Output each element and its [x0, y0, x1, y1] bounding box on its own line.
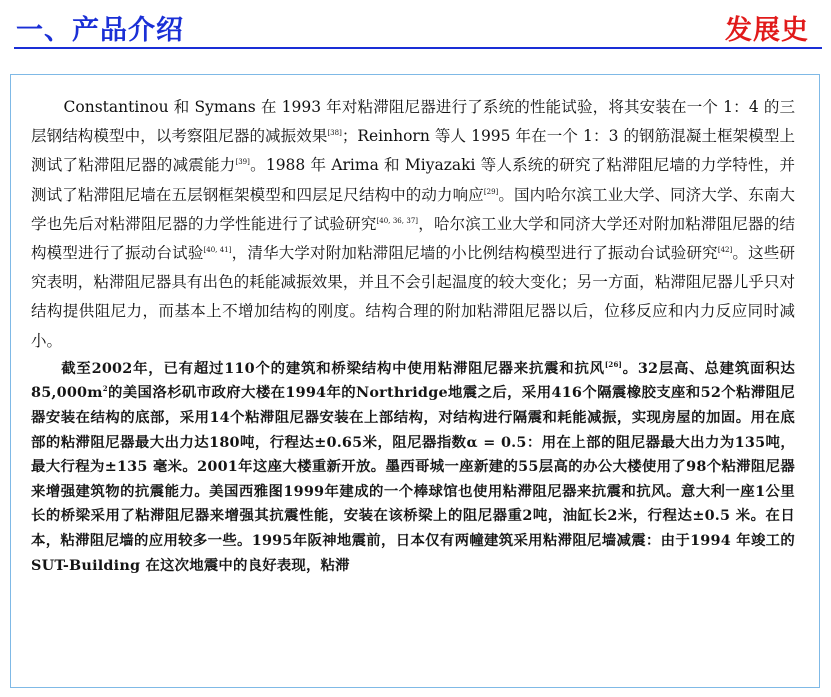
document-body	[11, 93, 811, 578]
citation-superscript: [39]	[235, 158, 250, 167]
text-run: 。32层高、总建筑面积达85,000m	[31, 359, 795, 402]
slide-header	[0, 0, 831, 56]
text-run: 的美国洛杉矶市政府大楼在1994年的Northridge地震之后，采用416个隔震橡胶支座和52个粘滞阻尼器安装在结构的底部，采用14个粘滞阻尼器安装在上部结构，对结构进行隔震和耗能减振，实现房屋的加固。用在底部的粘滞阻尼器最大出力达180吨，行程达±0.65米，阻尼器指数α = 0.5：用在上部的阻尼器最大出力为135吨，最大行程为±135 毫米。2001年这座大楼重新开放。墨西哥城一座新建的55层高的办公大楼使用了98个粘滞阻尼器来增强建筑物的抗震能力。美国西雅图1999年建成的一个棒球馆也使用粘滞阻尼器来抗震和抗风。意大利一座1公里长的桥梁采用了粘滞阻尼器来增强其抗震性能，安装在该桥梁上的阻尼器重2吨，油缸长2米，行程达±0.5 米。在日本，粘滞阻尼墙的应用较多一些。1995年阪神地震前，日本仅有两幢建筑采用粘滞阻尼墙减震：由于1994 年竣工的SUT-Building 在这次地震中的良好表现，粘滞	[31, 384, 795, 574]
document-frame	[10, 74, 820, 688]
text-run: 。国内哈尔滨工业大学、同济大学、东南大学也先后对粘滞阻尼器的力学性能进行了试验研究	[31, 185, 795, 233]
text-run: 。1988 年 Arima 和 Miyazaki 等人系统的研究了粘滞阻尼墙的力学特性，并测试了粘滞阻尼墙在五层钢框架模型和四层足尺结构中的动力响应	[31, 156, 795, 204]
citation-superscript: [29]	[483, 187, 499, 196]
citation-superscript: [42]	[717, 245, 733, 254]
text-run: 。这些研究表明，粘滞阻尼器具有出色的耗能减振效果，并且不会引起温度的较大变化；另一方面，粘滞阻尼器儿乎只对结构提供阻尼力，而基本上不增加结构的刚度。结构合理的附加粘滞阻尼器以后，位移反应和内力反应同时减小。	[31, 244, 795, 350]
section-label: 发展史	[725, 15, 809, 46]
text-run: ，哈尔滨工业大学和同济大学还对附加粘滞阻尼器的结构模型进行了振动台试验	[31, 214, 795, 263]
citation-superscript: [38]	[327, 129, 342, 138]
citation-superscript: 2	[102, 384, 108, 394]
text-run: Constantinou 和 Symans 在 1993 年对粘滞阻尼器进行了系统的性能试验，将其安装在一个 1：4 的三层钢结构模型中，以考察阻尼器的减振效果	[31, 98, 795, 146]
header-divider	[14, 47, 822, 49]
text-run: 截至2002年，已有超过110个的建筑和桥梁结构中使用粘滞阻尼器来抗震和抗风	[61, 359, 605, 377]
text-run: ，清华大学对附加粘滞阻尼墙的小比例结构模型进行了振动台试验研究	[231, 244, 718, 263]
paragraph-engineering-applications	[31, 357, 795, 578]
citation-superscript: [40, 41]	[203, 245, 232, 254]
slide-title: 一、产品介绍	[16, 15, 184, 46]
paragraph-research-history	[31, 93, 795, 356]
citation-superscript: [40, 36, 37]	[376, 216, 419, 225]
text-run: ；Reinhorn 等人 1995 年在一个 1：3 的钢筋混凝土框架模型上测试了粘滞阻尼器的减震能力	[31, 127, 795, 175]
citation-superscript: [26]	[604, 360, 623, 370]
